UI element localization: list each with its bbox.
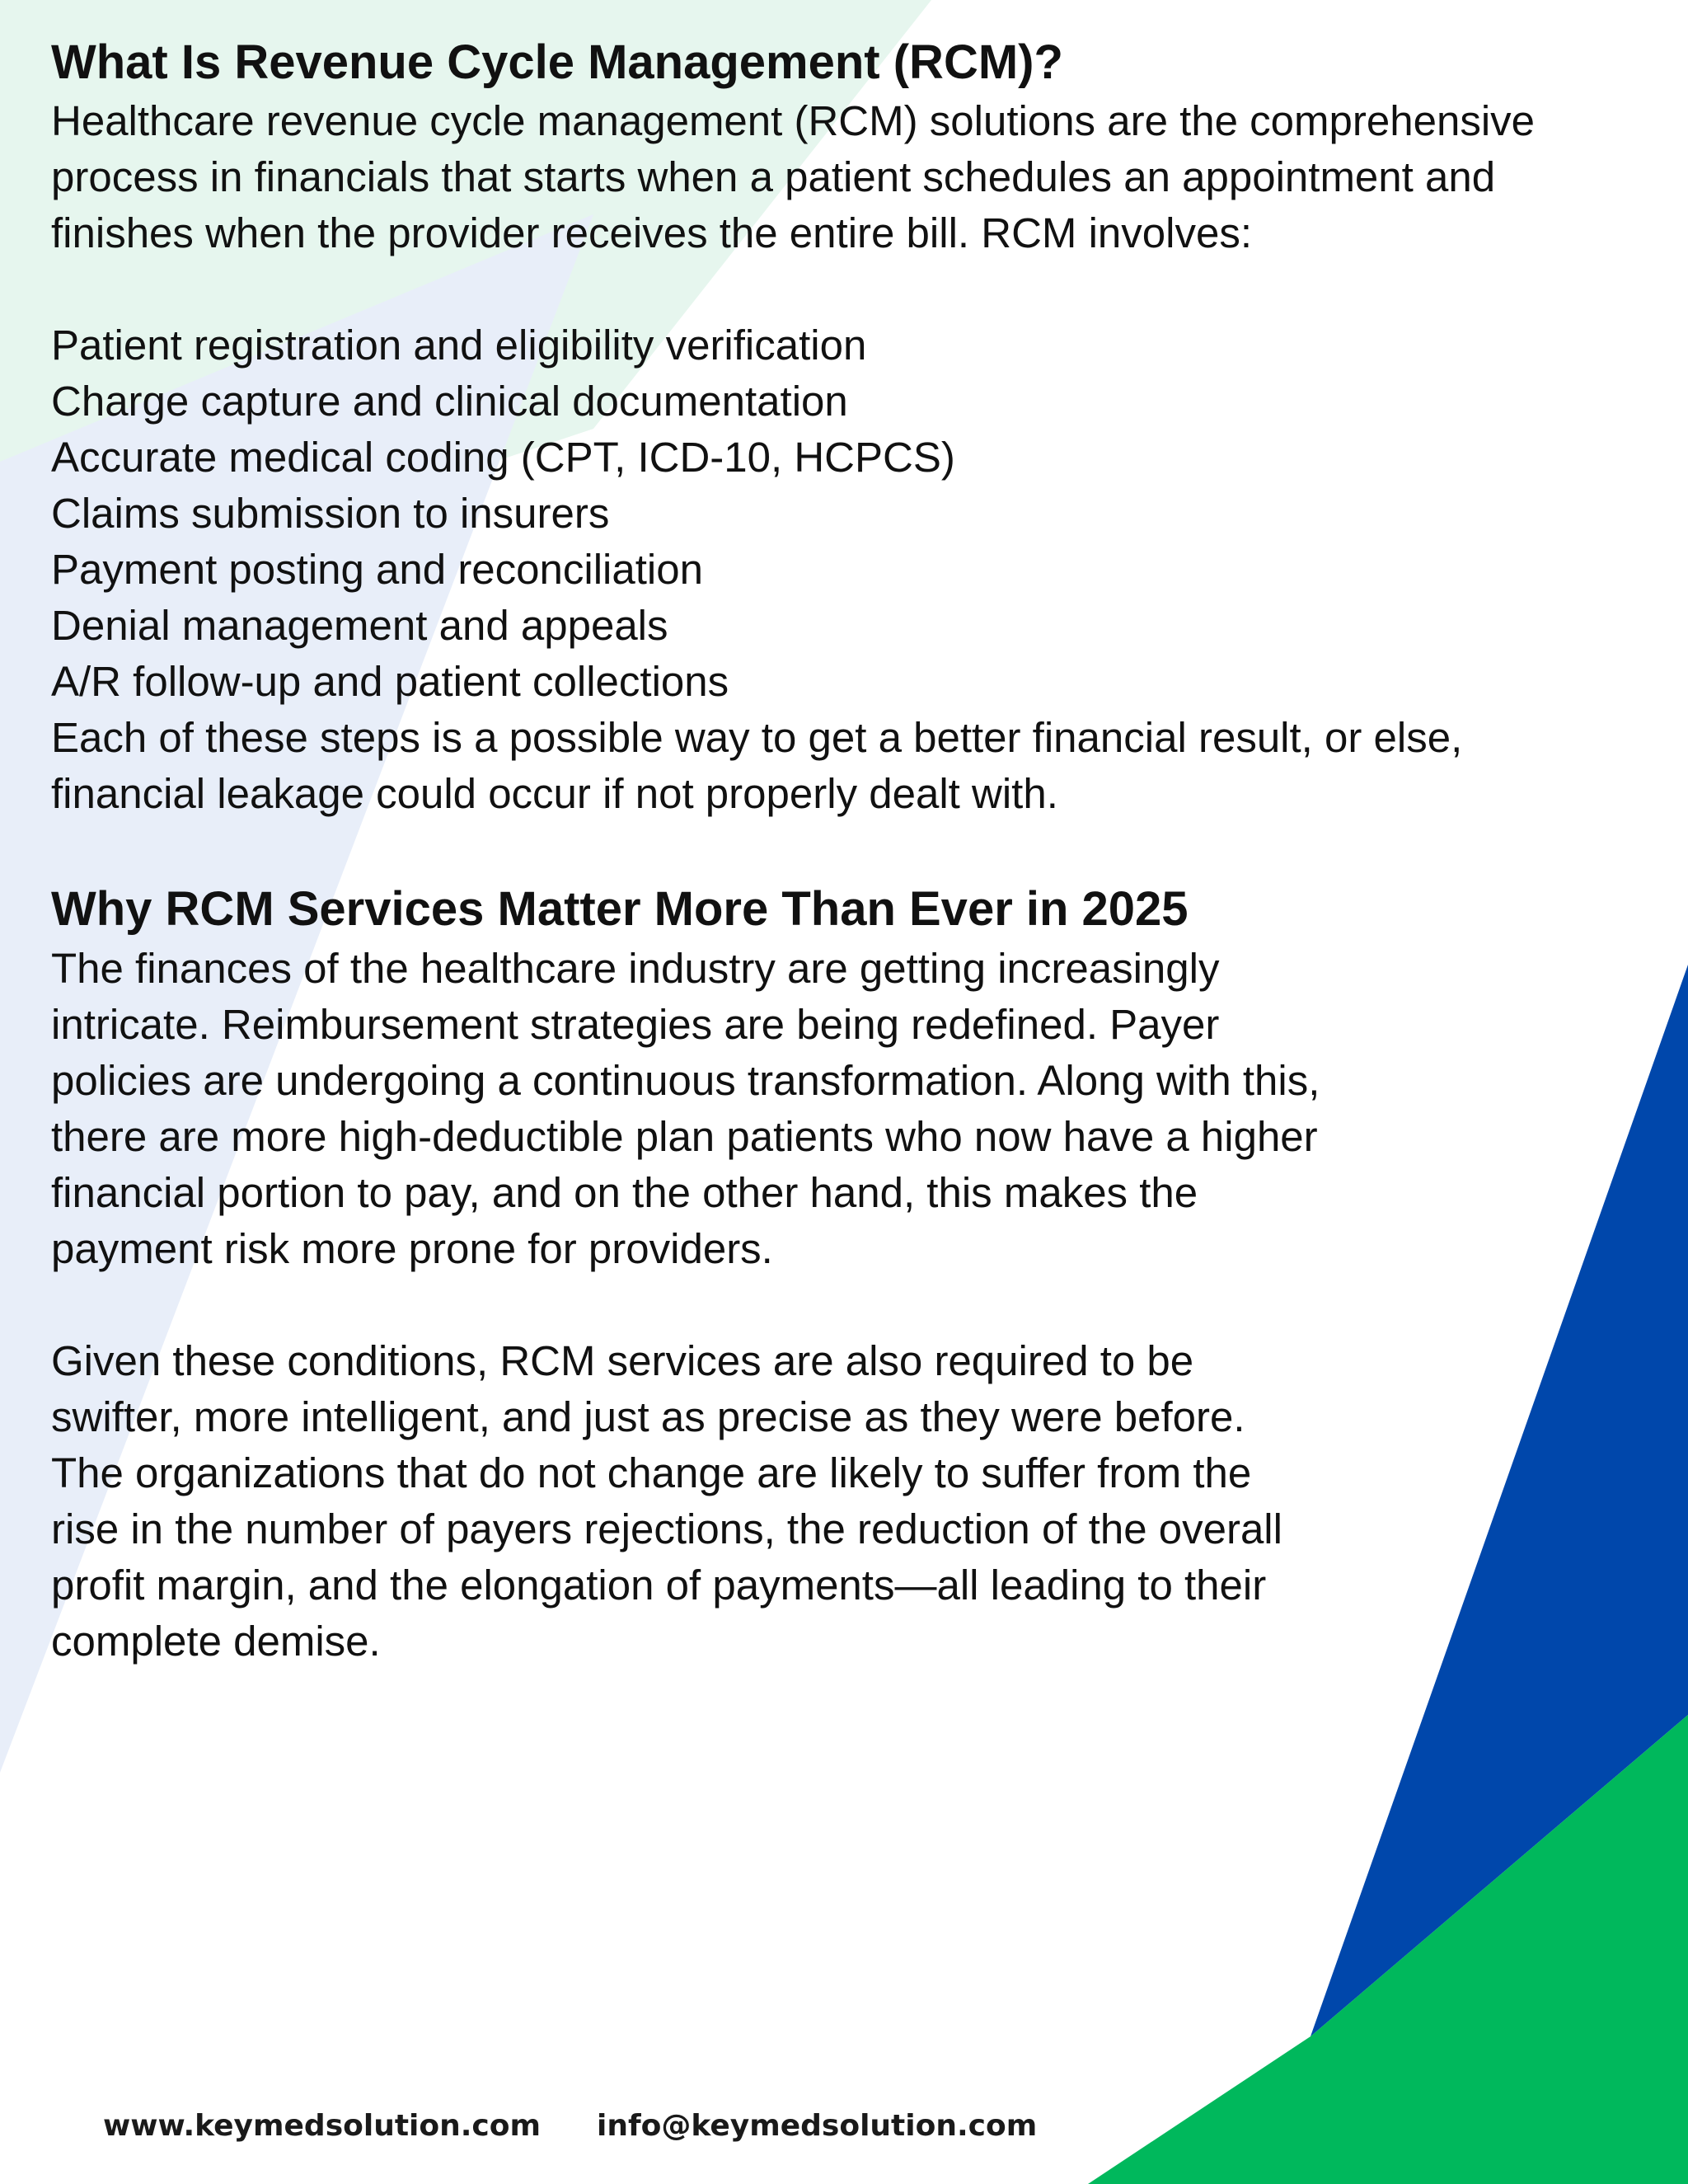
list-item: Claims submission to insurers <box>51 490 610 538</box>
spacer <box>51 822 1617 878</box>
list-item: Denial management and appeals <box>51 602 668 650</box>
list-item: Patient registration and eligibility verification <box>51 322 867 369</box>
section2-paragraph-1: The finances of the healthcare industry are getting increasingly intricate. Reimbursement strategies are being redefined. Payer policies are undergoing a continuous transformation. Along with this, there are more high-deductible plan patients who now have a higher financial portion to pay, and on the other hand, this makes the payment risk more prone for providers. <box>51 944 1320 1272</box>
list-item: Payment posting and reconciliation <box>51 546 703 594</box>
spacer <box>51 261 1617 317</box>
document-content <box>51 31 1617 1670</box>
section2-heading: Why RCM Services Matter More Than Ever in 2025 <box>51 882 1189 937</box>
list-item: Accurate medical coding (CPT, ICD-10, HCPCS) <box>51 434 955 481</box>
website-link[interactable]: www.keymedsolution.com <box>103 2109 541 2143</box>
section1-intro: Healthcare revenue cycle management (RCM) solutions are the comprehensive process in financials that starts when a patient schedules an appointment and finishes when the provider receives the entire bill. RCM involves: <box>51 97 1536 257</box>
list-item: A/R follow-up and patient collections <box>51 658 729 706</box>
rcm-steps-list <box>51 317 1617 710</box>
section1-heading: What Is Revenue Cycle Management (RCM)? <box>51 35 1063 89</box>
list-item: Charge capture and clinical documentation <box>51 378 848 425</box>
email-link[interactable]: info@keymedsolution.com <box>597 2109 1038 2143</box>
section1-closing: Each of these steps is a possible way to get a better financial result, or else, financial leakage could occur if not properly dealt with. <box>51 714 1463 818</box>
footer <box>103 2109 1037 2143</box>
spacer <box>51 1277 1617 1333</box>
section2-paragraph-2: Given these conditions, RCM services are also required to be swifter, more intelligent, and just as precise as they were before. The organizations that do not change are likely to suffer from the rise in the number of payers rejections, the reduction of the overall profit margin, and the elongation of payments—all leading to their complete demise. <box>51 1336 1282 1665</box>
